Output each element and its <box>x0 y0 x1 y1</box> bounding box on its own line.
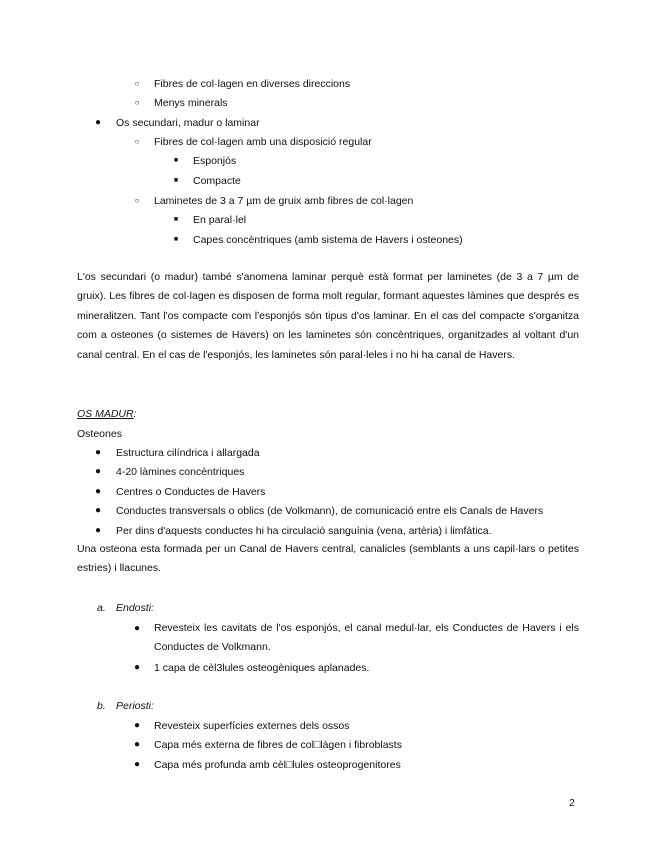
endosti-title: Endosti: <box>116 602 154 614</box>
square-bullet-icon: ■ <box>173 177 179 184</box>
list-item: Revesteix superfícies externes dels ossos <box>154 720 350 732</box>
list-item: Estructura cilíndrica i allargada <box>116 447 260 459</box>
list-item: Per dins d'aquests conductes hi ha circulació sanguínia (vena, artèria) i limfàtica. <box>116 525 492 537</box>
list-item: Compacte <box>193 175 241 187</box>
list-item: Revesteix les cavitats de l'os esponjós, el canal medul·lar, els Conductes de Havers i els Conductes de Volkmann. <box>154 622 579 654</box>
section-heading <box>77 407 137 421</box>
osteona-paragraph: Una osteona esta formada per un Canal de Havers central, canalicles (semblants a uns capil·lars o petites estries) i llacunes. <box>77 543 579 575</box>
circle-bullet-icon: ○ <box>134 137 140 146</box>
list-item: 1 capa de cèl3lules osteogèniques aplanades. <box>154 662 370 674</box>
list-item: Capa més externa de fibres de col□làgen i fibroblasts <box>154 739 402 751</box>
list-item: Capa més profunda amb cèl□lules osteoprogenitores <box>154 759 401 771</box>
dot-bullet-icon: ● <box>94 505 102 516</box>
list-item: Conductes transversals o oblics (de Volkmann), de comunicació entre els Canals de Havers <box>116 505 544 517</box>
dot-bullet-icon: ● <box>94 525 102 536</box>
list-item: Centres o Conductes de Havers <box>116 486 266 498</box>
dot-bullet-icon: ● <box>133 662 141 673</box>
circle-bullet-icon: ○ <box>134 196 140 205</box>
circle-bullet-icon: ○ <box>134 79 140 88</box>
dot-bullet-icon: ● <box>133 739 141 750</box>
list-item: Capes concèntriques (amb sistema de Havers i osteones) <box>193 234 463 246</box>
dot-bullet-icon: ● <box>94 117 102 128</box>
os-madur-heading: OS MADUR <box>77 408 134 420</box>
periosti-title: Periosti: <box>116 700 154 712</box>
dot-bullet-icon: ● <box>133 720 141 731</box>
osteones-label: Osteones <box>77 428 122 440</box>
list-item: Menys minerals <box>154 97 228 109</box>
dot-bullet-icon: ● <box>133 759 141 770</box>
body-paragraph: L'os secundari (o madur) també s'anomena laminar perquè està format per laminetes (de 3 a 7 µm de gruix). Les fibres de col·lagen es disposen de forma molt regular, formant aquestes làmines que després es mineralitzen. Tant l'os compacte com l'esponjós són tipus d'os laminar. En el cas del compacte s'organitza com a osteones (o sistemes de Havers) on les laminetes són concèntriques, organitzades al voltant d'un canal central. En el cas de l'esponjós, les laminetes són paral·leles i no hi ha canal de Havers. <box>77 271 579 361</box>
heading-colon: : <box>133 408 137 420</box>
endosti-marker: a. <box>97 602 106 614</box>
list-item: 4-20 làmines concèntriques <box>116 466 245 478</box>
list-item: Esponjós <box>193 155 237 167</box>
dot-bullet-icon: ● <box>94 466 102 477</box>
square-bullet-icon: ■ <box>173 157 179 164</box>
dot-bullet-icon: ● <box>133 623 141 634</box>
list-item: Fibres de col·lagen en diverses direccions <box>154 78 351 90</box>
list-item: Laminetes de 3 a 7 µm de gruix amb fibres de col·lagen <box>154 195 414 207</box>
dot-bullet-icon: ● <box>94 447 102 458</box>
list-item: Fibres de col·lagen amb una disposició regular <box>154 136 372 148</box>
dot-bullet-icon: ● <box>94 486 102 497</box>
list-item: En paral·lel <box>193 214 247 226</box>
periosti-marker: b. <box>97 700 106 712</box>
circle-bullet-icon: ○ <box>134 98 140 107</box>
list-item: Os secundari, madur o laminar <box>116 117 260 129</box>
page-number: 2 <box>569 797 575 809</box>
square-bullet-icon: ■ <box>173 216 179 223</box>
square-bullet-icon: ■ <box>173 236 179 243</box>
